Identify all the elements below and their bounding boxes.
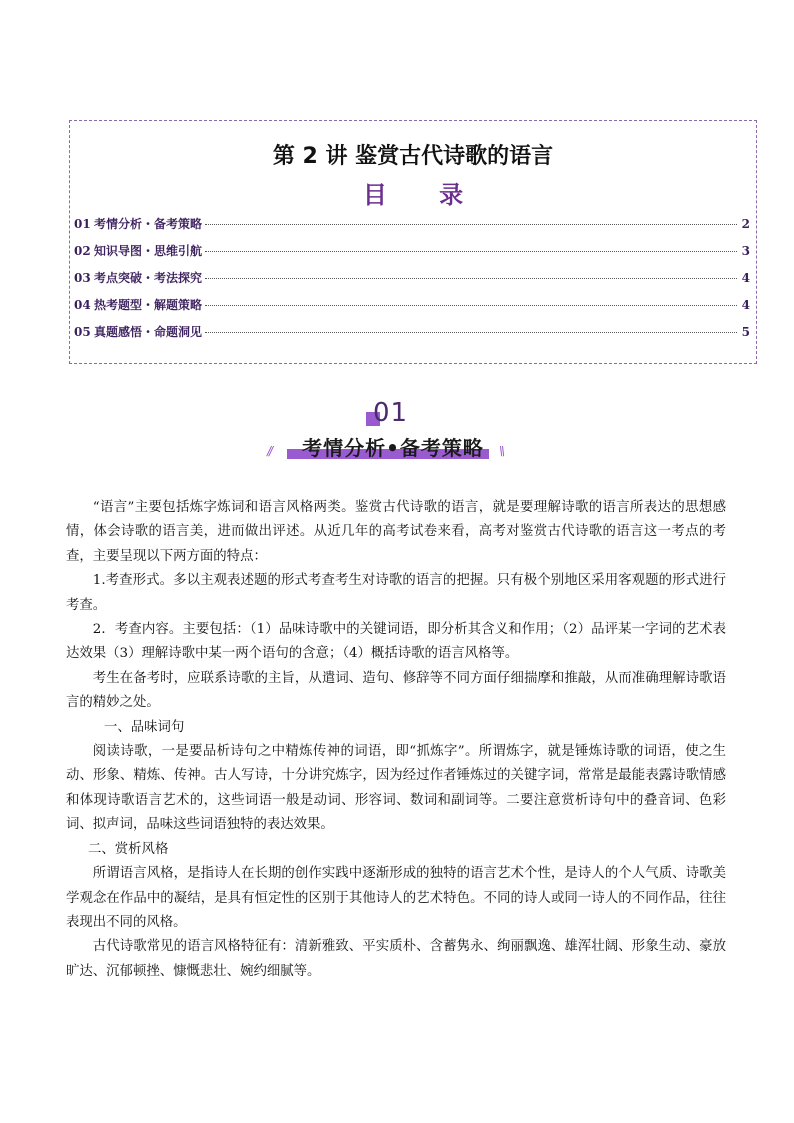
toc-entry-page: 4 [741, 271, 750, 285]
toc-leader-dots [205, 278, 737, 279]
toc-leader-dots [205, 332, 737, 333]
section-number: 01 [373, 398, 409, 428]
toc-leader-dots [205, 224, 737, 225]
toc-entry-01[interactable] [74, 215, 750, 242]
toc-leader-dots [205, 305, 737, 306]
toc-leader-dots [205, 251, 737, 252]
toc-entry-title: 真题感悟・命题洞见 [94, 325, 203, 339]
table-of-contents-box [69, 120, 757, 364]
toc-entry-page: 4 [741, 298, 750, 312]
subheading: 二、赏析风格 [88, 841, 169, 857]
paragraph: 阅读诗歌，一是要品析诗句之中精炼传神的词语，即“抓炼字”。所谓炼字，就是锤炼诗歌的词语，使之生动、形象、精炼、传神。古人写诗，十分讲究炼字，因为经过作者锤炼过的关键字词，常常是最能表露诗歌情感和体现诗歌语言艺术的，这些词语一般是动词、形容词、数词和副词等。二要注意赏析诗句中的叠音词、色彩词、拟声词，品味这些词语独特的表达效果。 [66, 744, 726, 833]
toc-entry-number: 04 [74, 298, 91, 312]
paragraph: 考生在备考时，应联系诗歌的主旨，从遣词、造句、修辞等不同方面仔细揣摩和推敲，从而准确理解诗歌语言的精妙之处。 [66, 670, 726, 711]
decorative-slash-right: \\ [499, 444, 504, 458]
toc-entry-number: 01 [74, 217, 91, 231]
document-title: 第 2 讲 鉴赏古代诗歌的语言 [272, 144, 554, 169]
toc-list [74, 215, 750, 350]
toc-entry-page: 2 [741, 217, 750, 231]
toc-entry-number: 03 [74, 271, 91, 285]
toc-entry-number: 05 [74, 325, 91, 339]
toc-entry-05[interactable] [74, 323, 750, 350]
body-content [66, 496, 726, 984]
toc-entry-02[interactable] [74, 242, 750, 269]
decorative-slash-left: // [267, 444, 272, 458]
subheading: 一、品味词句 [104, 719, 185, 735]
paragraph: 古代诗歌常见的语言风格特征有：清新雅致、平实质朴、含蓄隽永、绚丽飘逸、雄浑壮阔、形象生动、豪放旷达、沉郁顿挫、慷慨悲壮、婉约细腻等。 [66, 939, 726, 979]
toc-entry-number: 02 [74, 244, 91, 258]
toc-heading: 目 录 [362, 181, 486, 209]
paragraph: 2．考查内容。主要包括：（1）品味诗歌中的关键词语，即分析其含义和作用；（2）品评某一字词的艺术表达效果（3）理解诗歌中某一两个语句的含意；（4）概括诗歌的语言风格等。 [66, 622, 726, 662]
paragraph: 所谓语言风格，是指诗人在长期的创作实践中逐渐形成的独特的语言艺术个性，是诗人的个人气质、诗歌美学观念在作品中的凝结，是具有恒定性的区别于其他诗人的艺术特色。不同的诗人或同一诗人的不同作品，往往表现出不同的风格。 [66, 866, 726, 930]
paragraph: 1.考查形式。多以主观表述题的形式考查考生对诗歌的语言的把握。只有极个别地区采用客观题的形式进行考查。 [66, 573, 726, 613]
toc-entry-page: 3 [741, 244, 750, 258]
toc-entry-page: 5 [741, 325, 750, 339]
section-header [263, 398, 523, 470]
toc-entry-04[interactable] [74, 296, 750, 323]
toc-entry-03[interactable] [74, 269, 750, 296]
toc-entry-title: 知识导图・思维引航 [94, 244, 203, 258]
toc-entry-title: 考点突破・考法探究 [94, 271, 203, 285]
toc-entry-title: 热考题型・解题策略 [94, 298, 203, 312]
section-title: 考情分析•备考策略 [302, 436, 484, 460]
toc-entry-title: 考情分析・备考策略 [94, 217, 203, 231]
paragraph: “语言”主要包括炼字炼词和语言风格两类。鉴赏古代诗歌的语言，就是要理解诗歌的语言所表达的思想感情，体会诗歌的语言美，进而做出评述。从近几年的高考试卷来看，高考对鉴赏古代诗歌的语言这一考点的考查，主要呈现以下两方面的特点： [66, 500, 726, 564]
